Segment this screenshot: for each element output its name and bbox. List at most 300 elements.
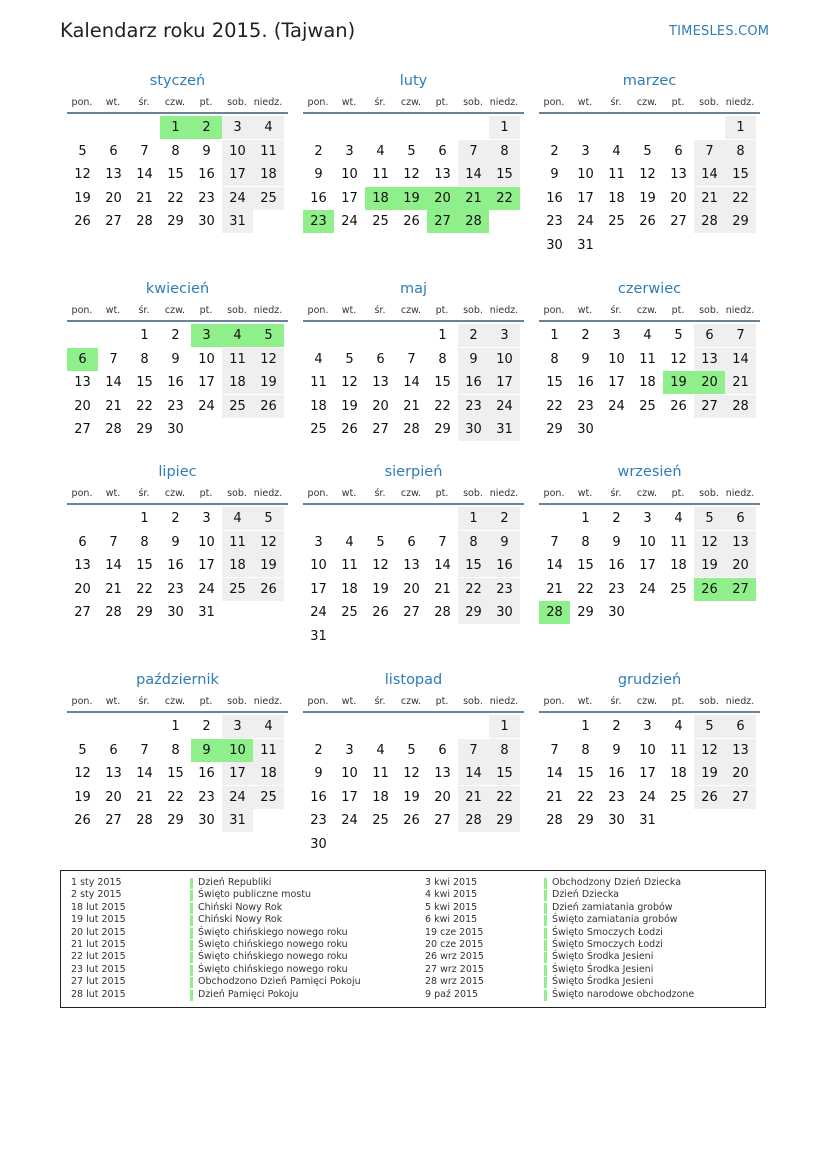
day-cell: 14 — [136, 167, 153, 182]
day-cell: 13 — [434, 766, 451, 781]
weekday-label: wt. — [341, 488, 357, 499]
weekday-label: czw. — [636, 696, 658, 707]
holiday-legend — [60, 870, 766, 1008]
day-cell: 29 — [458, 601, 489, 624]
weekday-label: śr. — [138, 305, 150, 316]
day-cell: 27 — [105, 214, 122, 229]
day-cell: 21 — [105, 398, 122, 414]
weekday-label: wt. — [105, 696, 121, 707]
day-cell: 18 — [372, 789, 389, 805]
day-cell: 4 — [674, 511, 683, 526]
day-cell: 23 — [167, 398, 184, 414]
day-cell: 29 — [167, 214, 184, 229]
day-cell: 11 — [372, 167, 389, 182]
day-cell: 31 — [198, 605, 215, 620]
day-cell: 25 — [372, 813, 389, 828]
weekday-label: pt. — [671, 97, 685, 108]
day-cell: 25 — [608, 214, 625, 229]
day-cell: 5 — [694, 715, 725, 738]
day-cell: 24 — [198, 581, 215, 597]
day-cell: 21 — [546, 581, 563, 597]
day-cell: 4 — [222, 507, 253, 530]
weekday-label: pon. — [71, 97, 93, 108]
day-cell: 21 — [403, 398, 420, 414]
holiday-marker — [190, 915, 193, 926]
day-cell: 17 — [198, 558, 215, 573]
day-cell: 5 — [253, 507, 284, 530]
day-cell: 20 — [105, 789, 122, 805]
day-cell: 29 — [546, 422, 563, 437]
day-cell: 29 — [434, 422, 451, 437]
day-cell: 26 — [341, 422, 358, 437]
day-cell: 21 — [434, 581, 451, 597]
month-name: sierpień — [384, 464, 443, 480]
weekday-label: sob. — [699, 305, 719, 316]
day-cell: 12 — [694, 531, 725, 554]
weekday-label: czw. — [164, 488, 186, 499]
day-cell: 21 — [725, 371, 756, 394]
day-cell: 28 — [105, 422, 122, 437]
weekday-label: sob. — [227, 97, 247, 108]
day-cell: 2 — [171, 328, 180, 343]
day-cell: 23 — [310, 813, 327, 828]
day-cell: 27 — [427, 210, 458, 233]
day-cell: 15 — [136, 558, 153, 573]
day-cell: 2 — [314, 143, 323, 159]
day-cell: 3 — [222, 116, 253, 139]
day-cell: 13 — [434, 167, 451, 182]
day-cell: 16 — [198, 167, 215, 182]
day-cell: 14 — [725, 348, 756, 371]
day-cell: 24 — [341, 214, 358, 229]
weekday-label: pt. — [435, 305, 449, 316]
holiday-marker — [544, 928, 547, 939]
day-cell: 11 — [310, 375, 327, 390]
weekday-label: pt. — [199, 97, 213, 108]
holiday-date: 19 lut 2015 — [71, 914, 126, 926]
day-cell: 1 — [725, 116, 756, 139]
day-cell: 12 — [74, 766, 91, 781]
weekday-label: niedz. — [253, 488, 283, 499]
weekday-label: śr. — [610, 488, 622, 499]
weekday-label: pt. — [671, 696, 685, 707]
weekday-label: niedz. — [725, 305, 755, 316]
day-cell: 30 — [198, 813, 215, 828]
day-cell: 18 — [608, 190, 625, 206]
day-cell: 18 — [670, 766, 687, 781]
day-cell: 17 — [341, 789, 358, 805]
holiday-date: 9 paź 2015 — [425, 988, 479, 1000]
day-cell: 7 — [140, 742, 149, 758]
day-cell: 3 — [489, 324, 520, 347]
day-cell: 27 — [670, 214, 687, 229]
day-cell: 24 — [198, 398, 215, 414]
weekday-label: śr. — [374, 97, 386, 108]
weekday-label: sob. — [699, 488, 719, 499]
day-cell: 20 — [403, 581, 420, 597]
day-cell: 10 — [198, 351, 215, 367]
header-rule — [539, 711, 760, 713]
day-cell: 29 — [489, 809, 520, 832]
day-cell: 16 — [198, 766, 215, 781]
day-cell: 9 — [202, 143, 211, 159]
brand-link[interactable]: TIMESLES.COM — [669, 24, 770, 39]
holiday-name: Dzień zamiatania grobów — [552, 901, 673, 913]
day-cell: 6 — [376, 351, 385, 367]
day-cell: 6 — [109, 143, 118, 159]
day-cell: 1 — [489, 116, 520, 139]
holiday-marker — [190, 878, 193, 889]
day-cell: 1 — [140, 328, 149, 343]
weekday-label: czw. — [400, 97, 422, 108]
day-cell: 12 — [694, 739, 725, 762]
day-cell: 19 — [341, 398, 358, 414]
weekday-label: czw. — [164, 305, 186, 316]
day-cell: 19 — [253, 371, 284, 394]
day-cell: 12 — [639, 167, 656, 182]
day-cell: 14 — [136, 766, 153, 781]
day-cell: 10 — [341, 167, 358, 182]
day-cell: 13 — [74, 558, 91, 573]
day-cell: 2 — [314, 742, 323, 758]
day-cell: 29 — [725, 210, 756, 233]
day-cell: 5 — [78, 742, 87, 758]
day-cell: 12 — [74, 167, 91, 182]
day-cell: 25 — [670, 581, 687, 597]
day-cell: 21 — [105, 581, 122, 597]
day-cell: 28 — [458, 809, 489, 832]
weekday-label: wt. — [577, 488, 593, 499]
day-cell: 27 — [725, 786, 756, 809]
day-cell: 3 — [345, 143, 354, 159]
day-cell: 23 — [167, 581, 184, 597]
day-cell: 29 — [136, 605, 153, 620]
day-cell: 20 — [372, 398, 389, 414]
day-cell: 3 — [191, 324, 222, 347]
day-cell: 13 — [105, 167, 122, 182]
day-cell: 21 — [458, 786, 489, 809]
day-cell: 20 — [105, 190, 122, 206]
month-name: listopad — [384, 672, 443, 688]
weekday-label: śr. — [374, 488, 386, 499]
day-cell: 6 — [725, 507, 756, 530]
holiday-name: Święto chińskiego nowego roku — [198, 939, 348, 950]
day-cell: 15 — [489, 163, 520, 186]
day-cell: 3 — [643, 719, 652, 734]
day-cell: 3 — [345, 742, 354, 758]
weekday-label: wt. — [105, 97, 121, 108]
day-cell: 30 — [458, 418, 489, 441]
holiday-date: 27 wrz 2015 — [425, 963, 484, 975]
day-cell: 17 — [489, 371, 520, 394]
weekday-label: pt. — [199, 305, 213, 316]
holiday-marker — [544, 952, 547, 963]
day-cell: 15 — [577, 558, 594, 573]
day-cell: 8 — [438, 351, 447, 367]
day-cell: 30 — [310, 836, 327, 852]
day-cell: 26 — [670, 398, 687, 414]
day-cell: 4 — [222, 324, 253, 347]
day-cell: 6 — [438, 143, 447, 159]
holiday-name: Święto chińskiego nowego roku — [198, 926, 348, 938]
weekday-label: sob. — [699, 97, 719, 108]
day-cell: 8 — [489, 739, 520, 762]
holiday-name: Dzień Pamięci Pokoju — [198, 988, 299, 1000]
day-cell: 9 — [171, 534, 180, 550]
day-cell: 1 — [581, 511, 590, 526]
header-rule — [539, 503, 760, 505]
day-cell: 10 — [310, 558, 327, 573]
day-cell: 7 — [550, 742, 559, 758]
day-cell: 28 — [458, 210, 489, 233]
day-cell: 22 — [136, 581, 153, 597]
day-cell: 19 — [253, 554, 284, 577]
weekday-label: pon. — [307, 696, 329, 707]
day-cell: 31 — [222, 809, 253, 832]
day-cell: 5 — [407, 742, 416, 758]
holiday-name: Dzień Republiki — [198, 877, 272, 888]
day-cell: 10 — [489, 348, 520, 371]
holiday-marker — [190, 890, 193, 901]
weekday-label: sob. — [699, 696, 719, 707]
day-cell: 5 — [376, 534, 385, 550]
day-cell: 29 — [136, 422, 153, 437]
day-cell: 11 — [341, 558, 358, 573]
weekday-label: pon. — [307, 305, 329, 316]
day-cell: 1 — [160, 116, 191, 139]
weekday-label: pt. — [671, 305, 685, 316]
weekday-label: niedz. — [725, 97, 755, 108]
day-cell: 11 — [253, 739, 284, 762]
day-cell: 16 — [577, 375, 594, 390]
day-cell: 22 — [546, 398, 563, 414]
day-cell: 9 — [458, 348, 489, 371]
weekday-label: niedz. — [489, 488, 519, 499]
day-cell: 7 — [109, 351, 118, 367]
day-cell: 28 — [136, 813, 153, 828]
weekday-label: wt. — [341, 305, 357, 316]
holiday-marker — [544, 940, 547, 951]
day-cell: 31 — [639, 813, 656, 828]
holiday-date: 6 kwi 2015 — [425, 914, 478, 926]
day-cell: 22 — [136, 398, 153, 414]
day-cell: 13 — [403, 558, 420, 573]
day-cell: 3 — [202, 511, 211, 526]
day-cell: 17 — [639, 558, 656, 573]
day-cell: 10 — [198, 534, 215, 550]
day-cell: 8 — [140, 534, 149, 550]
day-cell: 2 — [550, 143, 559, 159]
holiday-name: Święto Środka Jesieni — [552, 976, 654, 988]
month-name: luty — [399, 73, 428, 89]
weekday-label: wt. — [577, 97, 593, 108]
weekday-label: pon. — [543, 97, 565, 108]
holiday-date: 21 lut 2015 — [71, 939, 126, 950]
day-cell: 22 — [489, 187, 520, 210]
day-cell: 6 — [438, 742, 447, 758]
weekday-label: śr. — [610, 305, 622, 316]
day-cell: 2 — [612, 719, 621, 734]
day-cell: 28 — [694, 210, 725, 233]
day-cell: 12 — [670, 351, 687, 367]
day-cell: 27 — [105, 813, 122, 828]
day-cell: 4 — [612, 143, 621, 159]
day-cell: 18 — [670, 558, 687, 573]
day-cell: 13 — [74, 375, 91, 390]
weekday-label: niedz. — [489, 97, 519, 108]
month-name: grudzień — [617, 672, 682, 688]
holiday-name: Obchodzono Dzień Pamięci Pokoju — [198, 976, 361, 988]
holiday-name: Święto Środka Jesieni — [552, 963, 654, 975]
day-cell: 7 — [407, 351, 416, 367]
day-cell: 6 — [725, 715, 756, 738]
weekday-label: pt. — [435, 488, 449, 499]
day-cell: 11 — [670, 534, 687, 550]
holiday-marker — [190, 965, 193, 976]
day-cell: 23 — [608, 789, 625, 805]
day-cell: 24 — [222, 187, 253, 210]
day-cell: 13 — [105, 766, 122, 781]
day-cell: 10 — [577, 167, 594, 182]
day-cell: 24 — [577, 214, 594, 229]
day-cell: 1 — [171, 719, 180, 734]
day-cell: 5 — [643, 143, 652, 159]
weekday-label: sob. — [227, 488, 247, 499]
day-cell: 7 — [725, 324, 756, 347]
day-cell: 19 — [74, 190, 91, 206]
day-cell: 15 — [458, 554, 489, 577]
day-cell: 7 — [109, 534, 118, 550]
day-cell: 22 — [489, 786, 520, 809]
day-cell: 28 — [725, 395, 756, 418]
day-cell: 25 — [253, 187, 284, 210]
holiday-marker — [544, 878, 547, 889]
day-cell: 25 — [372, 214, 389, 229]
day-cell: 30 — [608, 605, 625, 620]
day-cell: 30 — [198, 214, 215, 229]
page-title: Kalendarz roku 2015. (Tajwan) — [60, 19, 356, 42]
day-cell: 6 — [407, 534, 416, 550]
day-cell: 2 — [581, 328, 590, 343]
day-cell: 11 — [222, 348, 253, 371]
day-cell: 10 — [639, 742, 656, 758]
day-cell: 24 — [639, 789, 656, 805]
weekday-label: wt. — [577, 696, 593, 707]
day-cell: 1 — [581, 719, 590, 734]
day-cell: 2 — [458, 324, 489, 347]
day-cell: 19 — [396, 187, 427, 210]
day-cell: 26 — [253, 578, 284, 601]
day-cell: 3 — [314, 534, 323, 550]
day-cell: 13 — [725, 531, 756, 554]
day-cell: 24 — [639, 581, 656, 597]
holiday-name: Dzień Dziecka — [552, 889, 619, 901]
holiday-date: 3 kwi 2015 — [425, 877, 478, 888]
day-cell: 9 — [314, 766, 323, 781]
holiday-name: Święto chińskiego nowego roku — [198, 963, 348, 975]
day-cell: 12 — [403, 766, 420, 781]
day-cell: 7 — [458, 739, 489, 762]
day-cell: 20 — [725, 762, 756, 785]
day-cell: 14 — [458, 762, 489, 785]
day-cell: 16 — [310, 789, 327, 805]
day-cell: 1 — [489, 715, 520, 738]
day-cell: 12 — [253, 531, 284, 554]
weekday-label: śr. — [138, 488, 150, 499]
day-cell: 27 — [74, 605, 91, 620]
day-cell: 1 — [140, 511, 149, 526]
day-cell: 30 — [608, 813, 625, 828]
day-cell: 11 — [639, 351, 656, 367]
day-cell: 30 — [167, 605, 184, 620]
day-cell: 19 — [694, 762, 725, 785]
holiday-date: 28 wrz 2015 — [425, 976, 484, 988]
day-cell: 12 — [403, 167, 420, 182]
holiday-date: 5 kwi 2015 — [425, 901, 478, 913]
weekday-label: śr. — [138, 97, 150, 108]
weekday-label: pt. — [435, 696, 449, 707]
day-cell: 8 — [140, 351, 149, 367]
day-cell: 19 — [403, 789, 420, 805]
day-cell: 4 — [376, 143, 385, 159]
day-cell: 30 — [167, 422, 184, 437]
month-name: październik — [136, 672, 219, 688]
day-cell: 17 — [341, 190, 358, 206]
day-cell: 24 — [489, 395, 520, 418]
day-cell: 18 — [341, 581, 358, 597]
day-cell: 26 — [372, 605, 389, 620]
day-cell: 27 — [403, 605, 420, 620]
day-cell: 4 — [253, 715, 284, 738]
day-cell: 22 — [577, 581, 594, 597]
day-cell: 8 — [725, 140, 756, 163]
day-cell: 25 — [341, 605, 358, 620]
month-name: kwiecień — [145, 281, 210, 297]
day-cell: 18 — [639, 375, 656, 390]
weekday-label: czw. — [164, 97, 186, 108]
day-cell: 21 — [136, 789, 153, 805]
day-cell: 22 — [577, 789, 594, 805]
day-cell: 16 — [546, 190, 563, 206]
weekday-label: niedz. — [489, 696, 519, 707]
day-cell: 25 — [310, 422, 327, 437]
weekday-label: śr. — [374, 305, 386, 316]
weekday-label: sob. — [463, 305, 483, 316]
weekday-label: wt. — [105, 488, 121, 499]
day-cell: 27 — [372, 422, 389, 437]
day-cell: 9 — [612, 742, 621, 758]
weekday-label: wt. — [105, 305, 121, 316]
day-cell: 20 — [434, 789, 451, 805]
day-cell: 15 — [167, 766, 184, 781]
weekday-label: czw. — [400, 305, 422, 316]
day-cell: 28 — [105, 605, 122, 620]
day-cell: 18 — [253, 762, 284, 785]
header-rule — [67, 503, 288, 505]
holiday-name: Chiński Nowy Rok — [198, 914, 283, 926]
day-cell: 21 — [546, 789, 563, 805]
day-cell: 31 — [222, 210, 253, 233]
weekday-label: pon. — [543, 305, 565, 316]
weekday-label: pon. — [71, 696, 93, 707]
day-cell: 22 — [167, 789, 184, 805]
day-cell: 12 — [253, 348, 284, 371]
day-cell: 9 — [191, 739, 222, 762]
day-cell: 10 — [222, 739, 253, 762]
day-cell: 7 — [458, 140, 489, 163]
day-cell: 8 — [171, 742, 180, 758]
day-cell: 17 — [222, 762, 253, 785]
